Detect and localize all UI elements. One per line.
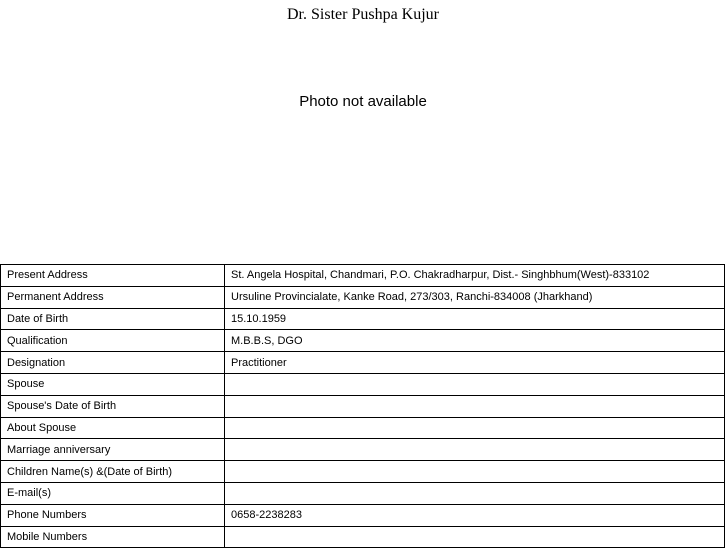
- table-row-spouse: [1, 373, 725, 395]
- spouse-date-of-birth-label: Spouse's Date of Birth: [1, 395, 225, 417]
- about-spouse-label: About Spouse: [1, 417, 225, 439]
- photo-placeholder-text: Photo not available: [299, 93, 427, 110]
- table-row-mobile-numbers: [1, 526, 725, 548]
- present-address-value: St. Angela Hospital, Chandmari, P.O. Chakradharpur, Dist.- Singhbhum(West)-833102: [225, 265, 725, 287]
- mobile-numbers-value: [225, 526, 725, 548]
- table-row-children: [1, 461, 725, 483]
- children-label: Children Name(s) &(Date of Birth): [1, 461, 225, 483]
- phone-numbers-value: 0658-2238283: [225, 504, 725, 526]
- table-row-marriage-anniversary: [1, 439, 725, 461]
- phone-numbers-label: Phone Numbers: [1, 504, 225, 526]
- table-row-phone-numbers: [1, 504, 725, 526]
- table-row-designation: [1, 352, 725, 374]
- table-row-date-of-birth: [1, 308, 725, 330]
- profile-name: Dr. Sister Pushpa Kujur: [287, 6, 439, 23]
- mobile-numbers-label: Mobile Numbers: [1, 526, 225, 548]
- qualification-label: Qualification: [1, 330, 225, 352]
- designation-label: Designation: [1, 352, 225, 374]
- table-row-spouse-date-of-birth: [1, 395, 725, 417]
- children-value: [225, 461, 725, 483]
- table-row-qualification: [1, 330, 725, 352]
- email-label: E-mail(s): [1, 482, 225, 504]
- qualification-value: M.B.B.S, DGO: [225, 330, 725, 352]
- date-of-birth-value: 15.10.1959: [225, 308, 725, 330]
- permanent-address-value: Ursuline Provincialate, Kanke Road, 273/303, Ranchi-834008 (Jharkhand): [225, 286, 725, 308]
- spouse-value: [225, 373, 725, 395]
- table-row-present-address: [1, 265, 725, 287]
- permanent-address-label: Permanent Address: [1, 286, 225, 308]
- table-row-permanent-address: [1, 286, 725, 308]
- date-of-birth-label: Date of Birth: [1, 308, 225, 330]
- present-address-label: Present Address: [1, 265, 225, 287]
- email-value: [225, 482, 725, 504]
- table-row-about-spouse: [1, 417, 725, 439]
- about-spouse-value: [225, 417, 725, 439]
- marriage-anniversary-label: Marriage anniversary: [1, 439, 225, 461]
- table-row-email: [1, 482, 725, 504]
- spouse-label: Spouse: [1, 373, 225, 395]
- profile-details-table: [0, 264, 725, 548]
- marriage-anniversary-value: [225, 439, 725, 461]
- designation-value: Practitioner: [225, 352, 725, 374]
- spouse-date-of-birth-value: [225, 395, 725, 417]
